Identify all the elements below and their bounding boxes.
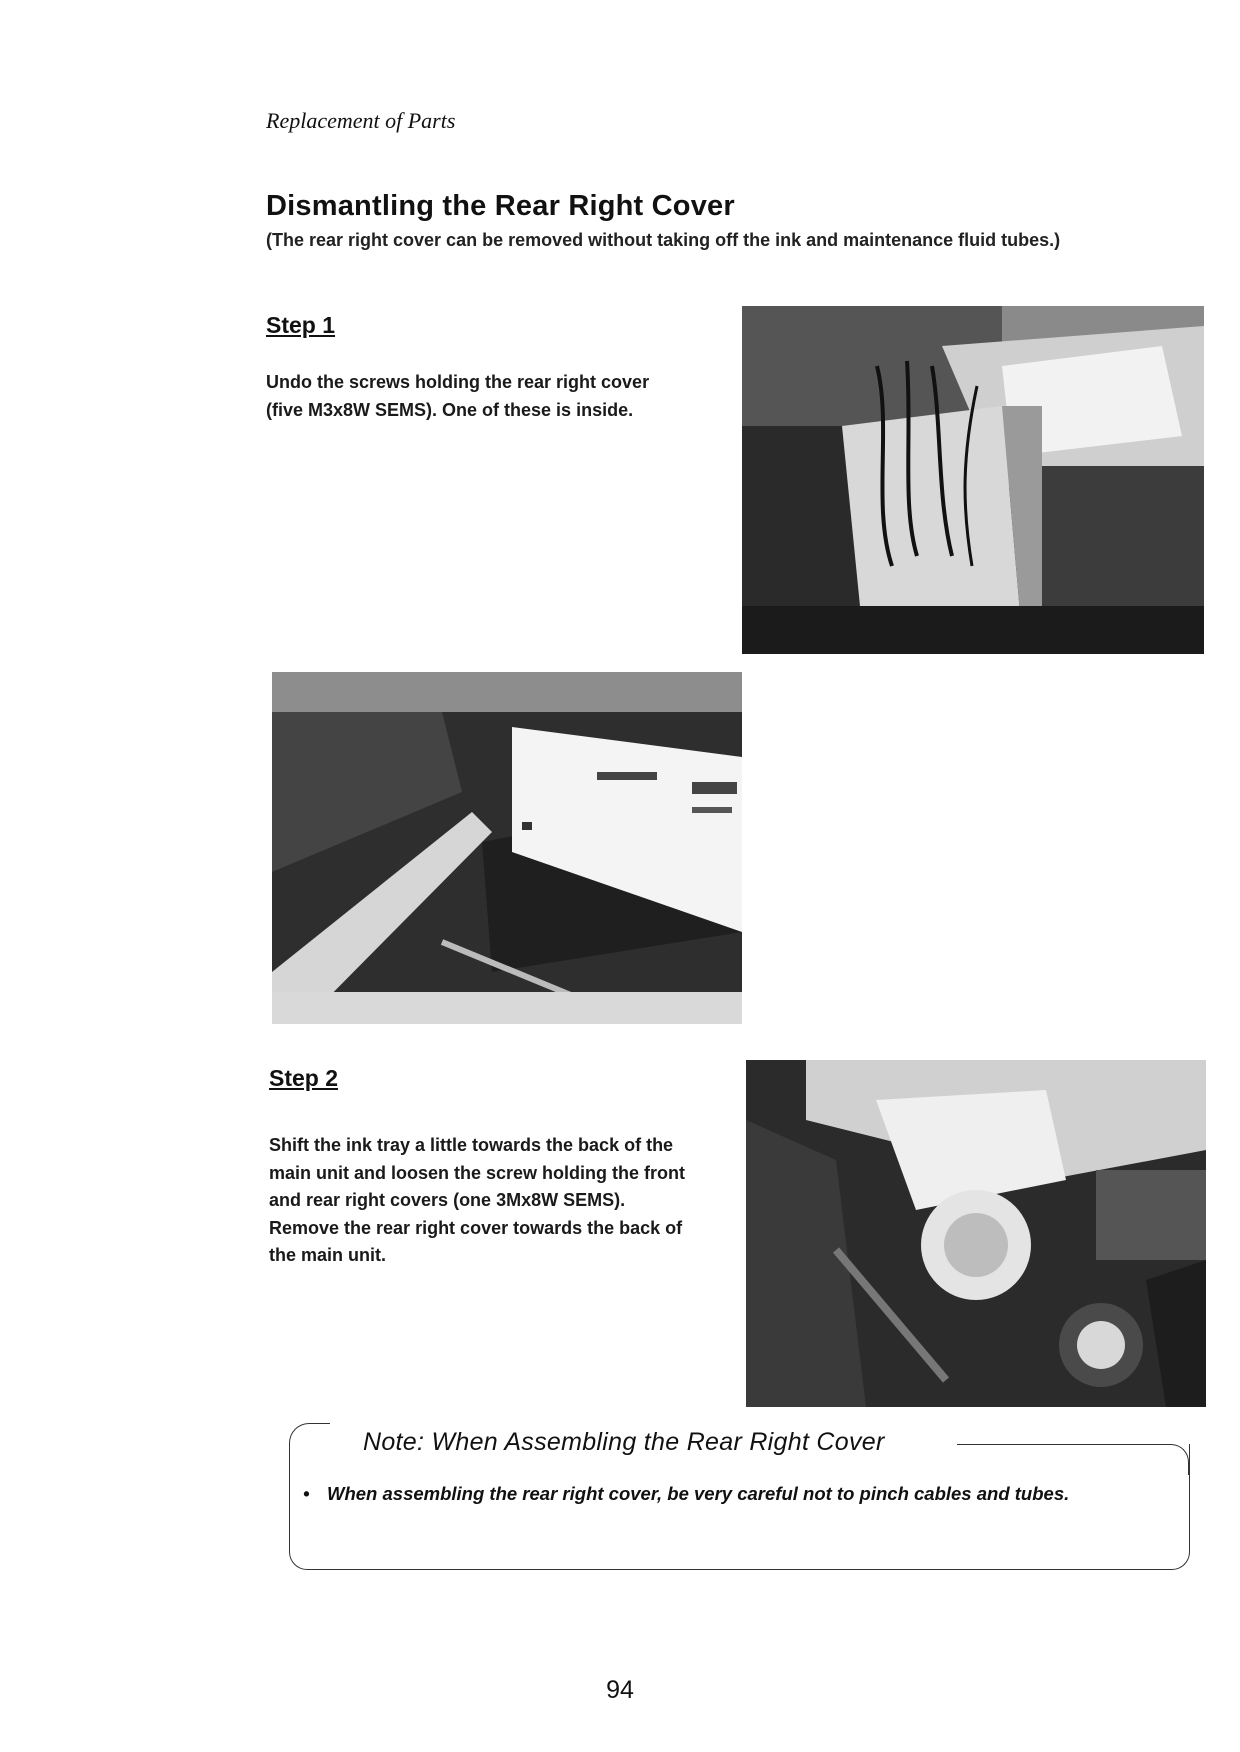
- note-body: When assembling the rear right cover, be very careful not to pinch cables and tubes.: [327, 1483, 1070, 1504]
- note-title: Note: When Assembling the Rear Right Cover: [357, 1428, 891, 1457]
- step-1-photo-overview: [742, 306, 1204, 654]
- step-1-photo-inside: [272, 672, 742, 1024]
- ink-tray-photo: [746, 1060, 1206, 1407]
- note-box-top-rule: [957, 1444, 1157, 1445]
- printer-rear-photo: [742, 306, 1204, 654]
- step-2-photo-ink-tray: [746, 1060, 1206, 1407]
- note-text: [305, 1480, 1165, 1508]
- step-1-text: Undo the screws holding the rear right cover (five M3x8W SEMS). One of these is inside.: [266, 372, 650, 420]
- page-subtitle: (The rear right cover can be removed without taking off the ink and maintenance fluid tubes.): [266, 230, 1061, 250]
- step-2-heading: Step 2: [269, 1065, 339, 1091]
- note-box-left-corner: [289, 1423, 330, 1464]
- step-2-text-line-1: Shift the ink tray a little towards the back of the main unit and loosen the screw holding the front and rear right covers (one 3Mx8W SEMS).: [269, 1135, 686, 1210]
- inside-cover-photo: [272, 672, 742, 1024]
- note-bullet: •: [303, 1483, 310, 1504]
- step-1-heading: Step 1: [266, 312, 336, 338]
- running-header: Replacement of Parts: [266, 108, 456, 133]
- page-title: Dismantling the Rear Right Cover: [266, 190, 735, 222]
- note-box-right-corner: [1150, 1444, 1189, 1475]
- step-2-text: [269, 1132, 699, 1270]
- step-2-text-line-2: Remove the rear right cover towards the back of the main unit.: [269, 1217, 683, 1265]
- page-number: 94: [606, 1676, 634, 1704]
